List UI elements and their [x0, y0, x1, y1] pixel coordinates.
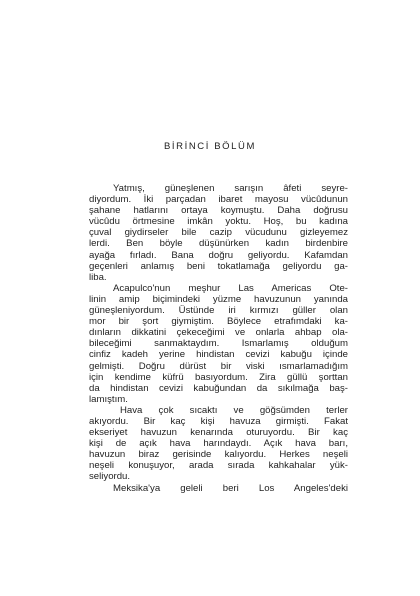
text-line: ekseriyet havuzun kenarında oturuyordu. Bir kaç: [89, 427, 348, 439]
text-line: bileceğimi sanmaktaydım. Ismarlamış olduğum: [89, 338, 348, 350]
text-line: Yatmış, güneşlenen sarışın âfeti seyre-: [113, 183, 348, 194]
text-line: lamıştım.: [89, 393, 128, 405]
text-line: ayağa fırladı. Bana doğru geliyordu. Kafamdan: [89, 249, 348, 261]
text-line: Acapulco'nun meşhur Las Americas Ote-: [113, 282, 348, 294]
text-line: dınların dikkatini çekeceğimi ve onlarla ahbap ola-: [89, 327, 348, 339]
text-line: mor bir şort giymiştim. Böylece etrafımdaki ka-: [89, 316, 348, 328]
text-line: için kendime küfrü basıyordum. Zira güllü şorttan: [89, 371, 348, 383]
text-line: geçenleri anlamış beni tokatlamağa geliyordu ga-: [89, 260, 348, 272]
text-line: çuval giydirseler bile cazip vücudunu gizleyemez: [89, 227, 348, 239]
chapter-title: BİRİNCİ BÖLÜM: [163, 141, 257, 152]
text-line: linin amip biçimindeki yüzme havuzunun yanında: [89, 293, 348, 305]
text-line: akıyordu. Bir kaç kişi havuza girmişti. Fakat: [89, 415, 348, 427]
chapter-body-text: [89, 183, 348, 494]
text-line: liba.: [89, 271, 107, 283]
text-line: diyordum. İki parçadan ibaret mayosu vücûdunun: [89, 194, 348, 206]
text-line: cinfiz kadeh yerine hindistan cevizi kabuğu içinde: [89, 349, 348, 361]
text-line: Hava çok sıcaktı ve göğsümden terler: [120, 404, 348, 416]
text-line: kişi de açık hava harındaydı. Açık hava barı,: [89, 438, 348, 450]
text-line: da hindistan cevizi kabuğundan da sıkılmağa baş-: [89, 382, 348, 394]
text-line: vücûdu örtmesine imkân yoktu. Hoş, bu kadına: [89, 216, 348, 228]
text-line: şahane hatlarını ortaya koymuştu. Daha doğrusu: [89, 205, 348, 217]
text-line: havuzun biraz gerisinde kalıyordu. Herkes neşeli: [89, 449, 348, 461]
text-line: seliyordu.: [89, 471, 131, 483]
text-line: neşeli konuşuyor, arada sırada kahkahalar yük-: [89, 460, 348, 472]
text-line: lerdi. Ben böyle düşünürken kadın birdenbire: [89, 238, 348, 250]
text-line: güneşleniyordum. Üstünde iri kırmızı güller olan: [89, 305, 348, 317]
text-line: gelmişti. Doğru dürüst bir viski ısmarlamadığım: [89, 360, 348, 372]
text-line: Meksika'ya geleli beri Los Angeles'deki: [113, 482, 348, 494]
